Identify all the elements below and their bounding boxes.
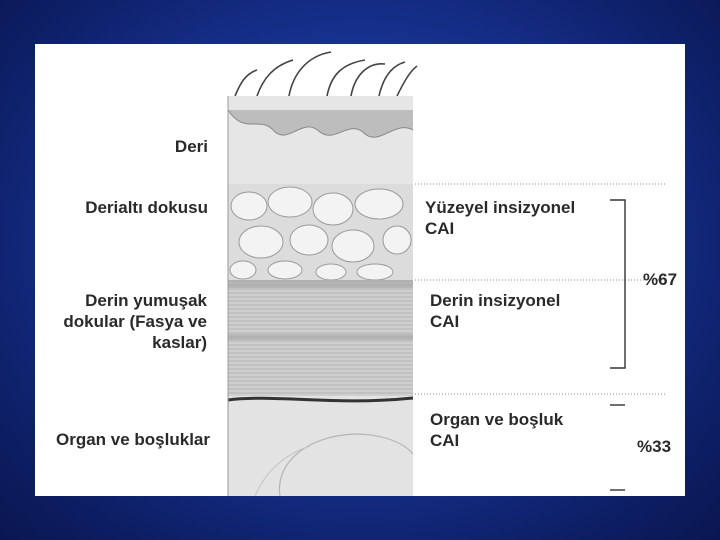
hair-strands — [235, 52, 417, 96]
organ-space-layer — [228, 396, 413, 496]
percent-incisional: %67 — [643, 270, 678, 289]
label-organ-space: Organ ve boşluklar — [56, 430, 210, 449]
bracket-organ-space — [610, 405, 625, 490]
label-deep-incisional: Derin insizyonel CAI — [430, 291, 561, 331]
percent-organ-space: %33 — [637, 437, 672, 456]
label-subcutaneous: Derialtı dokusu — [85, 198, 208, 217]
deep-soft-tissue-layer — [228, 280, 413, 396]
bracket-incisional — [610, 200, 625, 368]
label-deep-soft-tissue: Derin yumuşak dokular (Fasya ve kaslar) — [63, 291, 207, 352]
label-skin: Deri — [174, 137, 208, 156]
surgical-wound-diagram — [35, 44, 685, 496]
label-superficial-incisional: Yüzeyel insizyonel CAI — [425, 198, 576, 238]
subcutaneous-layer — [228, 184, 413, 280]
label-organ-space-ssi: Organ ve boşluk CAI — [430, 410, 564, 450]
skin-layer — [228, 96, 413, 184]
